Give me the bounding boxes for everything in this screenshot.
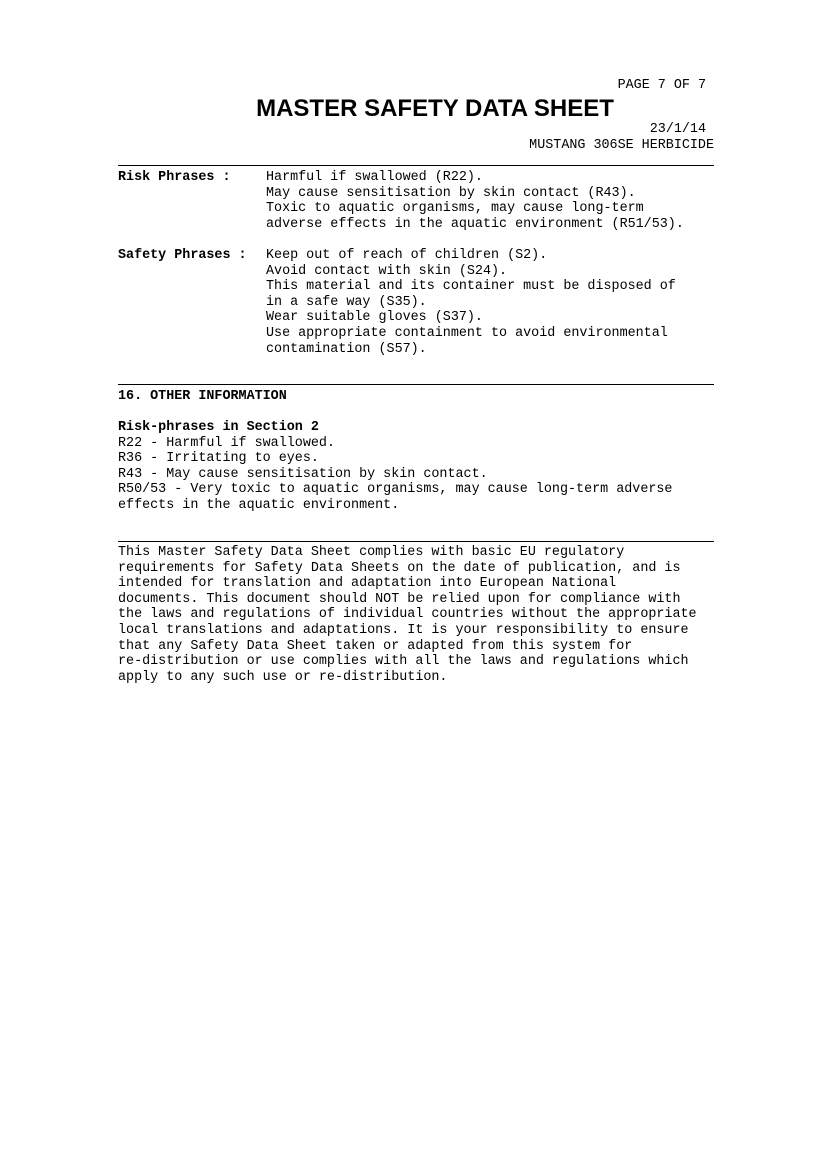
safety-phrases-label: Safety Phrases : (118, 248, 247, 263)
safety-phrase-line: Avoid contact with skin (S24). (266, 263, 508, 279)
header-divider (118, 165, 714, 166)
disclaimer-line: local translations and adaptations. It is your responsibility to ensure (118, 622, 689, 638)
risk-phrase-definition: R36 - Irritating to eyes. (118, 451, 319, 467)
safety-phrase-line: Wear suitable gloves (S37). (266, 310, 483, 326)
disclaimer-divider (118, 541, 714, 542)
section-16-subheading: Risk-phrases in Section 2 (118, 420, 319, 435)
risk-phrase-line: Harmful if swallowed (R22). (266, 170, 483, 185)
section-16-content (118, 420, 718, 514)
document-title: MASTER SAFETY DATA SHEET (256, 95, 614, 122)
risk-phrases-label: Risk Phrases : (118, 170, 231, 185)
disclaimer-line: that any Safety Data Sheet taken or adapted from this system for (118, 638, 633, 654)
disclaimer-line: the laws and regulations of individual countries without the appropriate (118, 607, 697, 623)
disclaimer-line: apply to any such use or re-distribution. (118, 669, 448, 685)
disclaimer-line: re-distribution or use complies with all the laws and regulations which (118, 654, 689, 670)
risk-phrase-definition: R43 - May cause sensitisation by skin contact. (118, 466, 488, 482)
product-name: MUSTANG 306SE HERBICIDE (529, 138, 714, 153)
page-number: PAGE 7 OF 7 (617, 78, 706, 93)
document-date: 23/1/14 (649, 122, 706, 137)
disclaimer-line: documents. This document should NOT be relied upon for compliance with (118, 591, 681, 607)
disclaimer-line: This Master Safety Data Sheet complies with basic EU regulatory (118, 545, 625, 560)
section-16-heading: 16. OTHER INFORMATION (118, 389, 287, 404)
safety-phrase-line: in a safe way (S35). (266, 294, 427, 310)
risk-phrases-list (266, 170, 718, 232)
risk-phrase-line: adverse effects in the aquatic environment (R51/53). (266, 216, 684, 232)
safety-phrase-line: Use appropriate containment to avoid environmental (266, 325, 668, 341)
disclaimer-line: requirements for Safety Data Sheets on the date of publication, and is (118, 560, 681, 576)
section-divider (118, 384, 714, 385)
risk-phrase-definition: R22 - Harmful if swallowed. (118, 435, 335, 451)
disclaimer-line: intended for translation and adaptation into European National (118, 576, 617, 592)
safety-phrase-line: contamination (S57). (266, 341, 427, 357)
risk-phrase-definition: R50/53 - Very toxic to aquatic organisms, may cause long-term adverse (118, 482, 673, 498)
safety-phrases-list (266, 248, 718, 357)
disclaimer-text (118, 545, 718, 685)
risk-phrase-line: May cause sensitisation by skin contact (R43). (266, 185, 636, 201)
safety-phrase-line: Keep out of reach of children (S2). (266, 248, 548, 263)
risk-phrase-definition: effects in the aquatic environment. (118, 497, 400, 513)
safety-phrase-line: This material and its container must be disposed of (266, 279, 676, 295)
risk-phrase-line: Toxic to aquatic organisms, may cause long-term (266, 201, 644, 217)
